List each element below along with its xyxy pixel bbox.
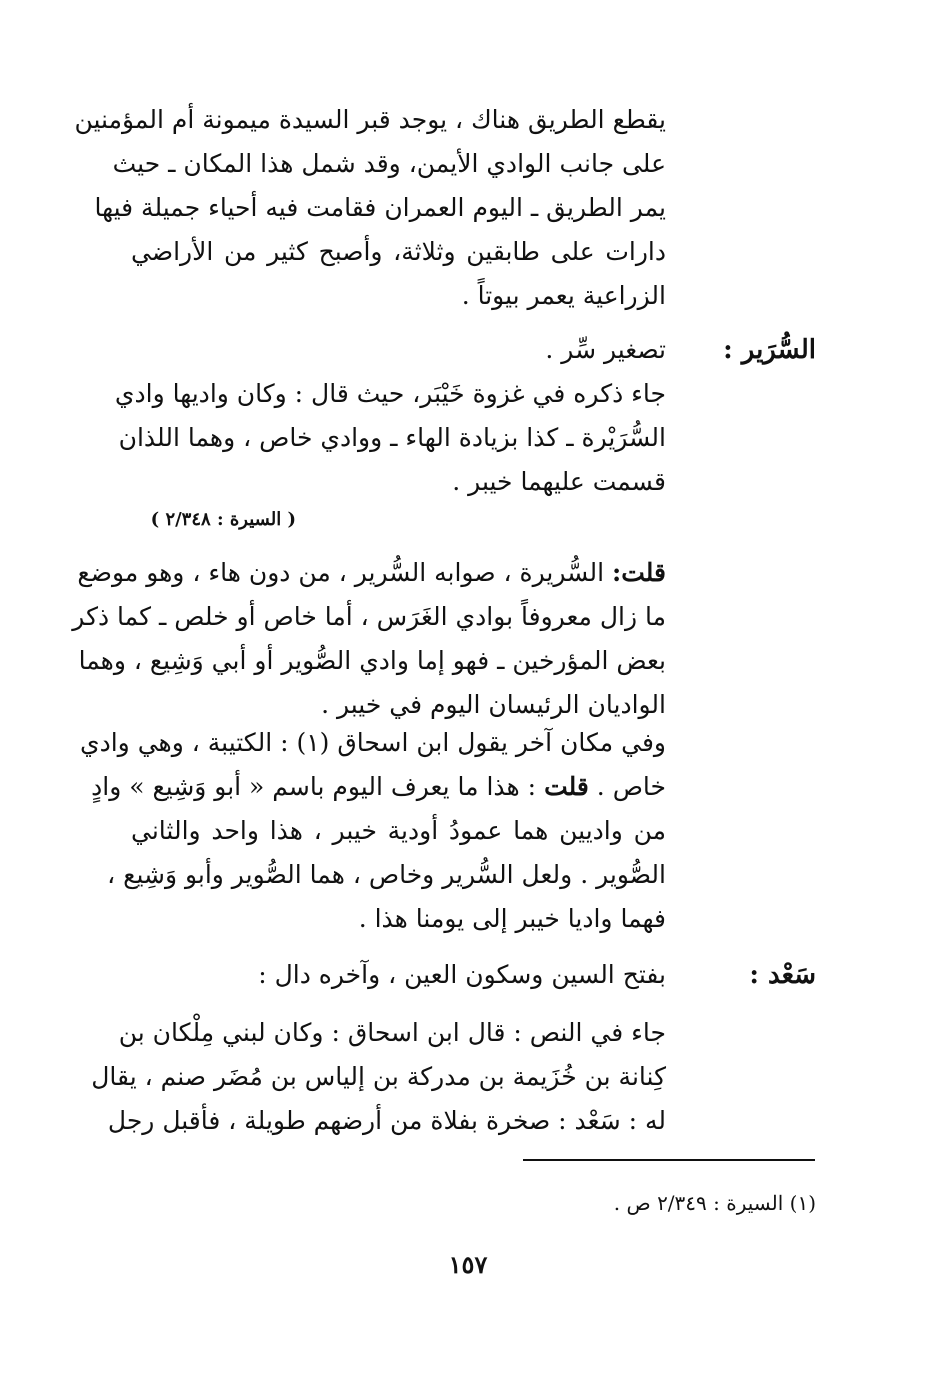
intro-line: الزراعية يعمر بيوتاً . bbox=[461, 281, 666, 310]
entry-definition: تصغير سِّر . bbox=[545, 335, 666, 364]
entry-line: له : سَعْد : صخرة بفلاة من أرضهم طويلة ، فأقبل رجل bbox=[107, 1106, 666, 1135]
footnote: (١) السيرة : ٢/٣٤٩ ص . bbox=[613, 1191, 816, 1215]
paragraph-line bbox=[91, 767, 666, 807]
entry-line: جاء في النص : قال ابن اسحاق : وكان لبني مِلْكان بن bbox=[118, 1018, 666, 1047]
entry-definition: بفتح السين وسكون العين ، وآخره دال : bbox=[258, 960, 666, 989]
khas-text: خاص . bbox=[596, 772, 666, 801]
entry-term-sad: سَعْد : bbox=[749, 960, 816, 990]
source-citation: ( السيرة : ٢/٣٤٨ ) bbox=[150, 509, 296, 530]
intro-line: على جانب الوادي الأيمن، وقد شمل هذا المكان ـ حيث bbox=[112, 149, 666, 178]
paragraph-line: وفي مكان آخر يقول ابن اسحاق (١) : الكتيبة ، وهي وادي bbox=[80, 728, 666, 757]
paragraph-line: من واديين هما عمودُ أودية خيبر ، هذا واحد والثاني bbox=[131, 816, 666, 845]
entry-line: السُّرَيْرة ـ كذا بزيادة الهاء ـ ووادي خاص ، وهما اللذان bbox=[118, 423, 666, 452]
qult-line: الواديان الرئيسان اليوم في خيبر . bbox=[321, 690, 666, 719]
qult-text: السُّريرة ، صوابه السُّرير ، من دون هاء ، وهو موضع bbox=[77, 558, 605, 587]
entry-line: قسمت عليهما خيبر . bbox=[452, 467, 666, 496]
paragraph-line: الصُّوير . ولعل السُّرير وخاص ، هما الصُّوير وأبو وَشِيع ، bbox=[107, 860, 666, 889]
qult-line: ما زال معروفاً بوادي الغَرَس ، أما خاص أو خلص ـ كما ذكر bbox=[72, 602, 666, 631]
intro-line: يمر الطريق ـ اليوم العمران فقامت فيه أحياء جميلة فيها bbox=[94, 193, 666, 222]
qult-line: بعض المؤرخين ـ فهو إما وادي الصُّوير أو أبي وَشِيع ، وهما bbox=[78, 646, 666, 675]
paragraph-line: فهما واديا خيبر إلى يومنا هذا . bbox=[358, 904, 666, 933]
entry-term-surayr: السُّرَير : bbox=[723, 335, 816, 365]
intro-line: يقطع الطريق هناك ، يوجد قبر السيدة ميمونة أم المؤمنين bbox=[74, 105, 666, 134]
footnote-divider bbox=[523, 1159, 815, 1161]
qult-line bbox=[77, 553, 666, 593]
intro-line: دارات على طابقين وثلاثة، وأصبح كثير من الأراضي bbox=[131, 237, 666, 266]
page-number: ١٥٧ bbox=[448, 1250, 488, 1279]
entry-line: كِنانة بن خُزَيمة بن مدركة بن إلياس بن مُضَر صنم ، يقال bbox=[91, 1062, 666, 1091]
entry-line: جاء ذكره في غزوة خَيْبَر، حيث قال : وكان واديها وادي bbox=[114, 379, 666, 408]
qult-label: قلت: bbox=[611, 558, 666, 587]
qult-label: قلت bbox=[544, 772, 589, 801]
khas-text: : هذا ما يعرف اليوم باسم « أبو وَشِيع » وادٍ bbox=[91, 772, 537, 801]
